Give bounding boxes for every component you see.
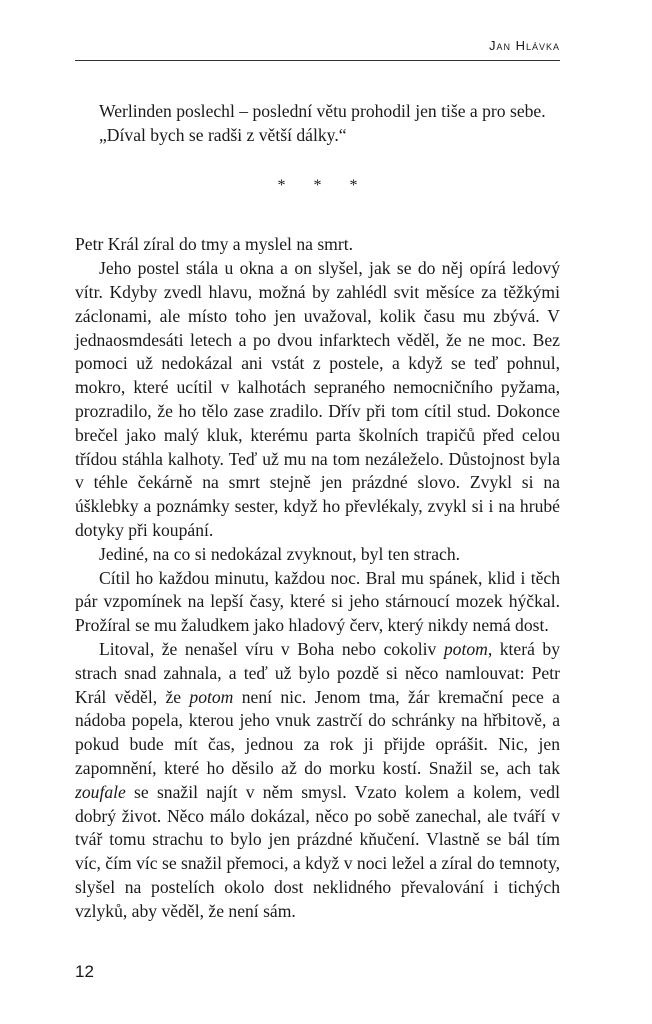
- running-head: Jan Hlávka: [488, 38, 560, 53]
- section-break: * * *: [277, 176, 370, 194]
- emphasis: potom: [443, 638, 488, 659]
- paragraph: „Díval bych se radši z větší dálky.“: [99, 124, 347, 145]
- paragraph: Petr Král zíral do tmy a myslel na smrt.: [75, 234, 354, 255]
- emphasis: zoufale: [75, 781, 126, 802]
- paragraph: Jeho postel stála u okna a on slyšel, jak se do něj opírá ledový vítr. Kdyby zvedl hlavu, možná by zahlédl svit měsíce za těžkými záclonami, ale místo toho jen uvažoval, kolik času mu zbývá. V jednaosmdesáti letech a po dvou infarktech věděl, že ne moc. Bez pomoci už nedokázal ani vstát z postele, a když se teď pohnul, mokro, které ucítil v kalhotách sepraného nemocničního pyžama, prozradilo, že ho tělo zase zradilo. Dřív při tom cítil stud. Dokonce brečel jako malý kluk, kterému parta školních trapičů před celou třídou stáhla kalhoty. Teď už mu na tom nezáleželo. Důstojnost byla v téhle čekárně na smrt stejně jen prázdné slovo. Zvykl si na úšklebky a poznámky sester, když ho převlékaly, zvykl si i na hrubé dotyky při koupání.: [75, 258, 560, 540]
- text-run: není nic. Jenom tma, žár kremační pece a nádoba popela, kterou jeho vnuk zastrčí do schránky na hřbitově, a pokud bude mít čas, jednou za rok ji přijde oprášit. Nic, jen zapomnění, které ho děsilo až do morku kostí. Snažil se, ach tak: [75, 686, 560, 778]
- emphasis: potom: [189, 686, 234, 707]
- body-text: [75, 100, 560, 924]
- paragraph: Werlinden poslechl – poslední větu prohodil jen tiše a pro sebe.: [99, 101, 546, 121]
- paragraph: Jediné, na co si nedokázal zvyknout, byl ten strach.: [99, 543, 461, 564]
- text-run: , která by strach snad zahnala, a teď už bylo pozdě si něco namlouvat: Petr Král věděl, že: [75, 638, 561, 707]
- paragraph: Cítil ho každou minutu, každou noc. Bral mu spánek, klid i těch pár vzpomínek na lepší časy, které si jeho stárnoucí mozek hýčkal. Prožíral se mu žaludkem jako hladový červ, který nikdy nemá dost.: [75, 567, 560, 636]
- text-run: se snažil najít v něm smysl. Vzato kolem a kolem, vedl dobrý život. Něco málo dokázal, něco po sobě zanechal, ale tváří v tvář tomu strachu to bylo jen prázdné kňučení. Vlastně se bál tím víc, čím víc se snažil přemoci, a když v noci ležel a zíral do temnoty, slyšel na postelích okolo dost neklidného převalování i tichých vzlyků, aby věděl, že není sám.: [75, 781, 560, 921]
- text-run: Litoval, že nenašel víru v Boha nebo cokoliv: [99, 638, 444, 659]
- paragraph: [75, 638, 560, 924]
- page-number: 12: [75, 962, 94, 981]
- header-rule: [75, 60, 560, 61]
